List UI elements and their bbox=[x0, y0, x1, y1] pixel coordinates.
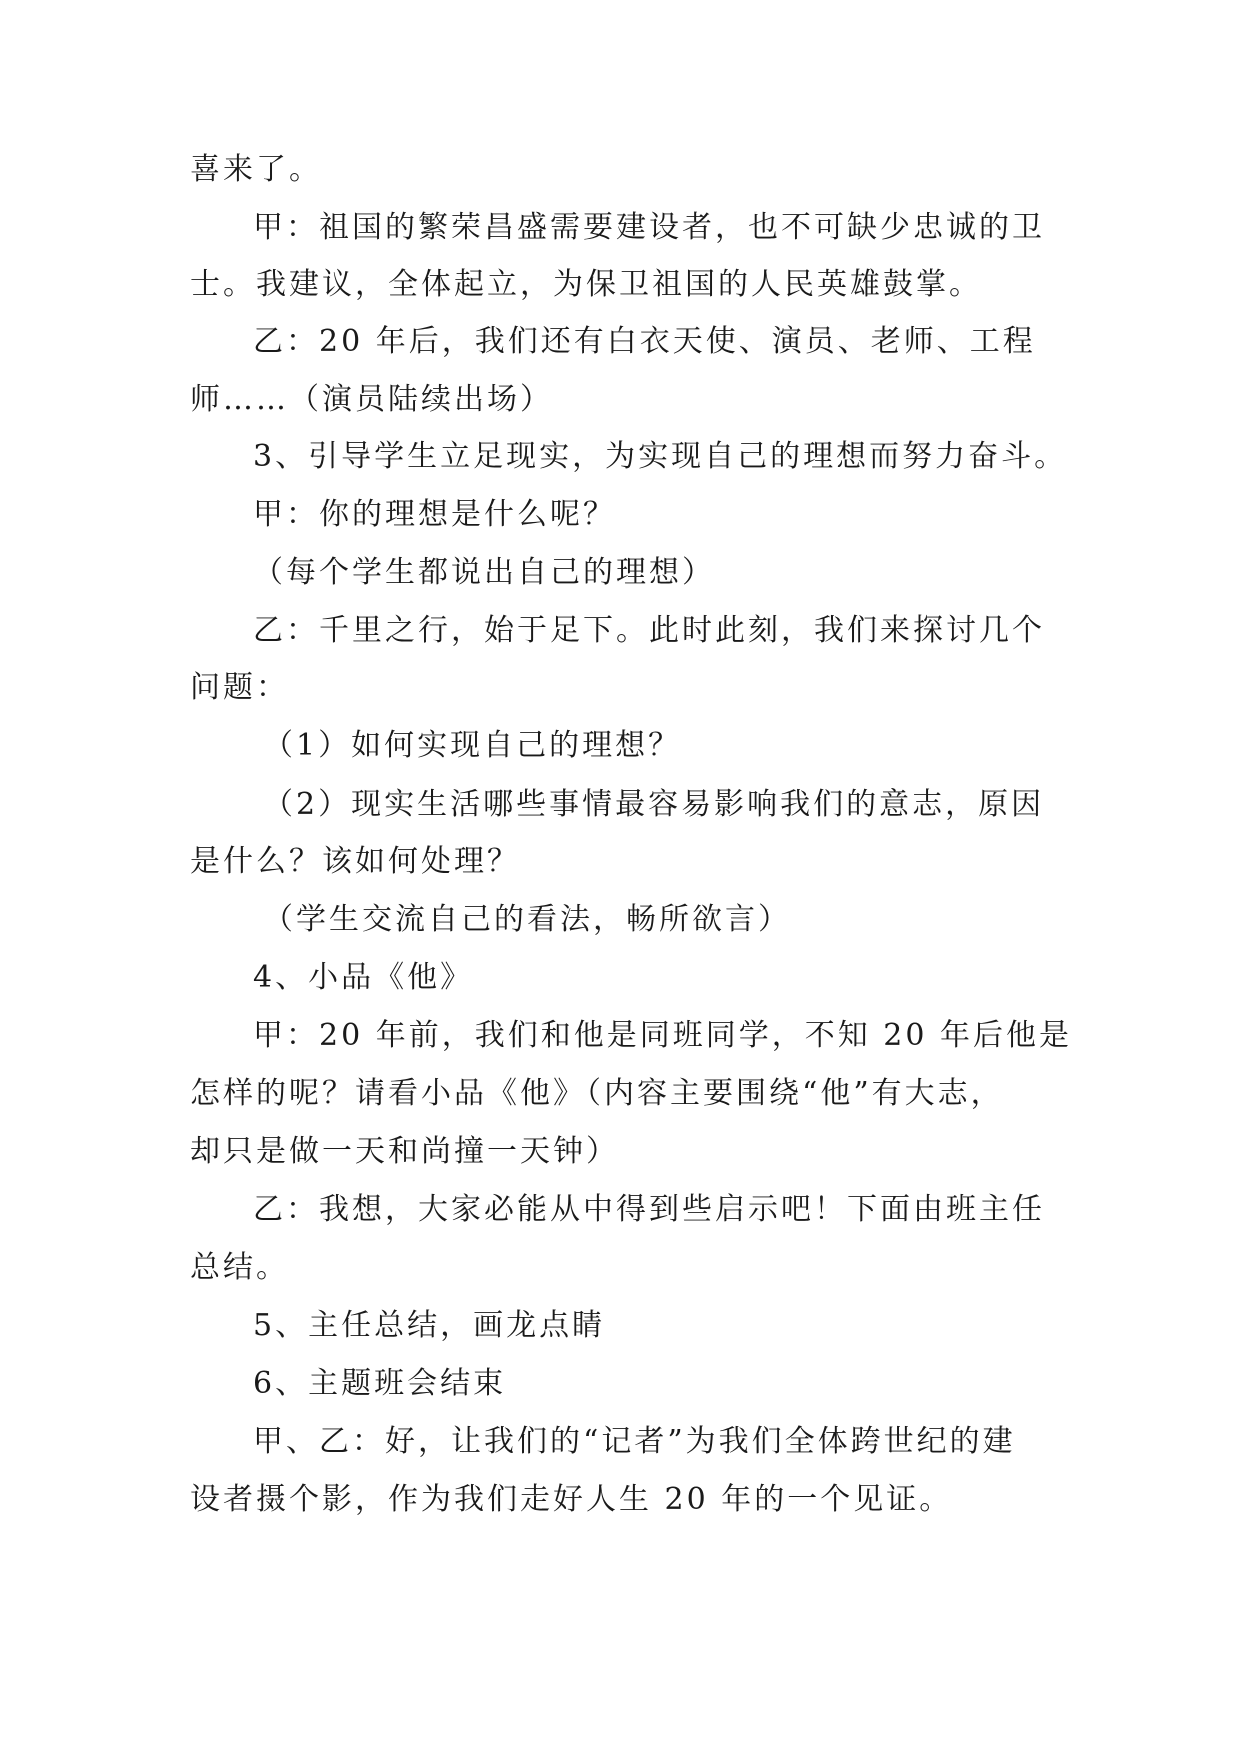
text-line: 却只是做一天和尚撞一天钟） bbox=[190, 1134, 619, 1169]
text-line: （每个学生都说出自己的理想） bbox=[253, 555, 715, 590]
text-line: 怎样的呢？请看小品《他》（内容主要围绕“他”有大志， bbox=[190, 1076, 1004, 1111]
text-line: 师……（演员陆续出场） bbox=[190, 382, 553, 417]
text-line: （学生交流自己的看法，畅所欲言） bbox=[263, 902, 791, 937]
text-line: 总结。 bbox=[190, 1250, 289, 1285]
text-line: 4、小品《他》 bbox=[253, 960, 474, 995]
text-line: 乙：我想，大家必能从中得到些启示吧！下面由班主任 bbox=[253, 1192, 1045, 1227]
text-line: 甲：祖国的繁荣昌盛需要建设者，也不可缺少忠诚的卫 bbox=[253, 210, 1045, 245]
text-line: 士。我建议，全体起立，为保卫祖国的人民英雄鼓掌。 bbox=[190, 267, 982, 302]
text-line: 6、主题班会结束 bbox=[253, 1366, 507, 1401]
text-line: 乙：千里之行，始于足下。此时此刻，我们来探讨几个 bbox=[253, 613, 1045, 648]
text-line: 甲：20 年前，我们和他是同班同学，不知 20 年后他是 bbox=[253, 1018, 1072, 1053]
text-line: 设者摄个影，作为我们走好人生 20 年的一个见证。 bbox=[190, 1482, 953, 1517]
text-line: 喜来了。 bbox=[190, 152, 322, 187]
text-line: 甲、乙：好，让我们的“记者”为我们全体跨世纪的建 bbox=[253, 1424, 1016, 1459]
text-line: 5、主任总结，画龙点睛 bbox=[253, 1308, 606, 1343]
text-line: 3、引导学生立足现实，为实现自己的理想而努力奋斗。 bbox=[253, 439, 1068, 474]
text-line: （1）如何实现自己的理想？ bbox=[263, 728, 682, 763]
text-line: 是什么？该如何处理？ bbox=[190, 844, 520, 879]
text-line: 甲：你的理想是什么呢？ bbox=[253, 497, 616, 532]
text-line: 问题： bbox=[190, 670, 289, 705]
text-line: （2）现实生活哪些事情最容易影响我们的意志，原因 bbox=[263, 787, 1045, 822]
text-line: 乙：20 年后，我们还有白衣天使、演员、老师、工程 bbox=[253, 324, 1036, 359]
